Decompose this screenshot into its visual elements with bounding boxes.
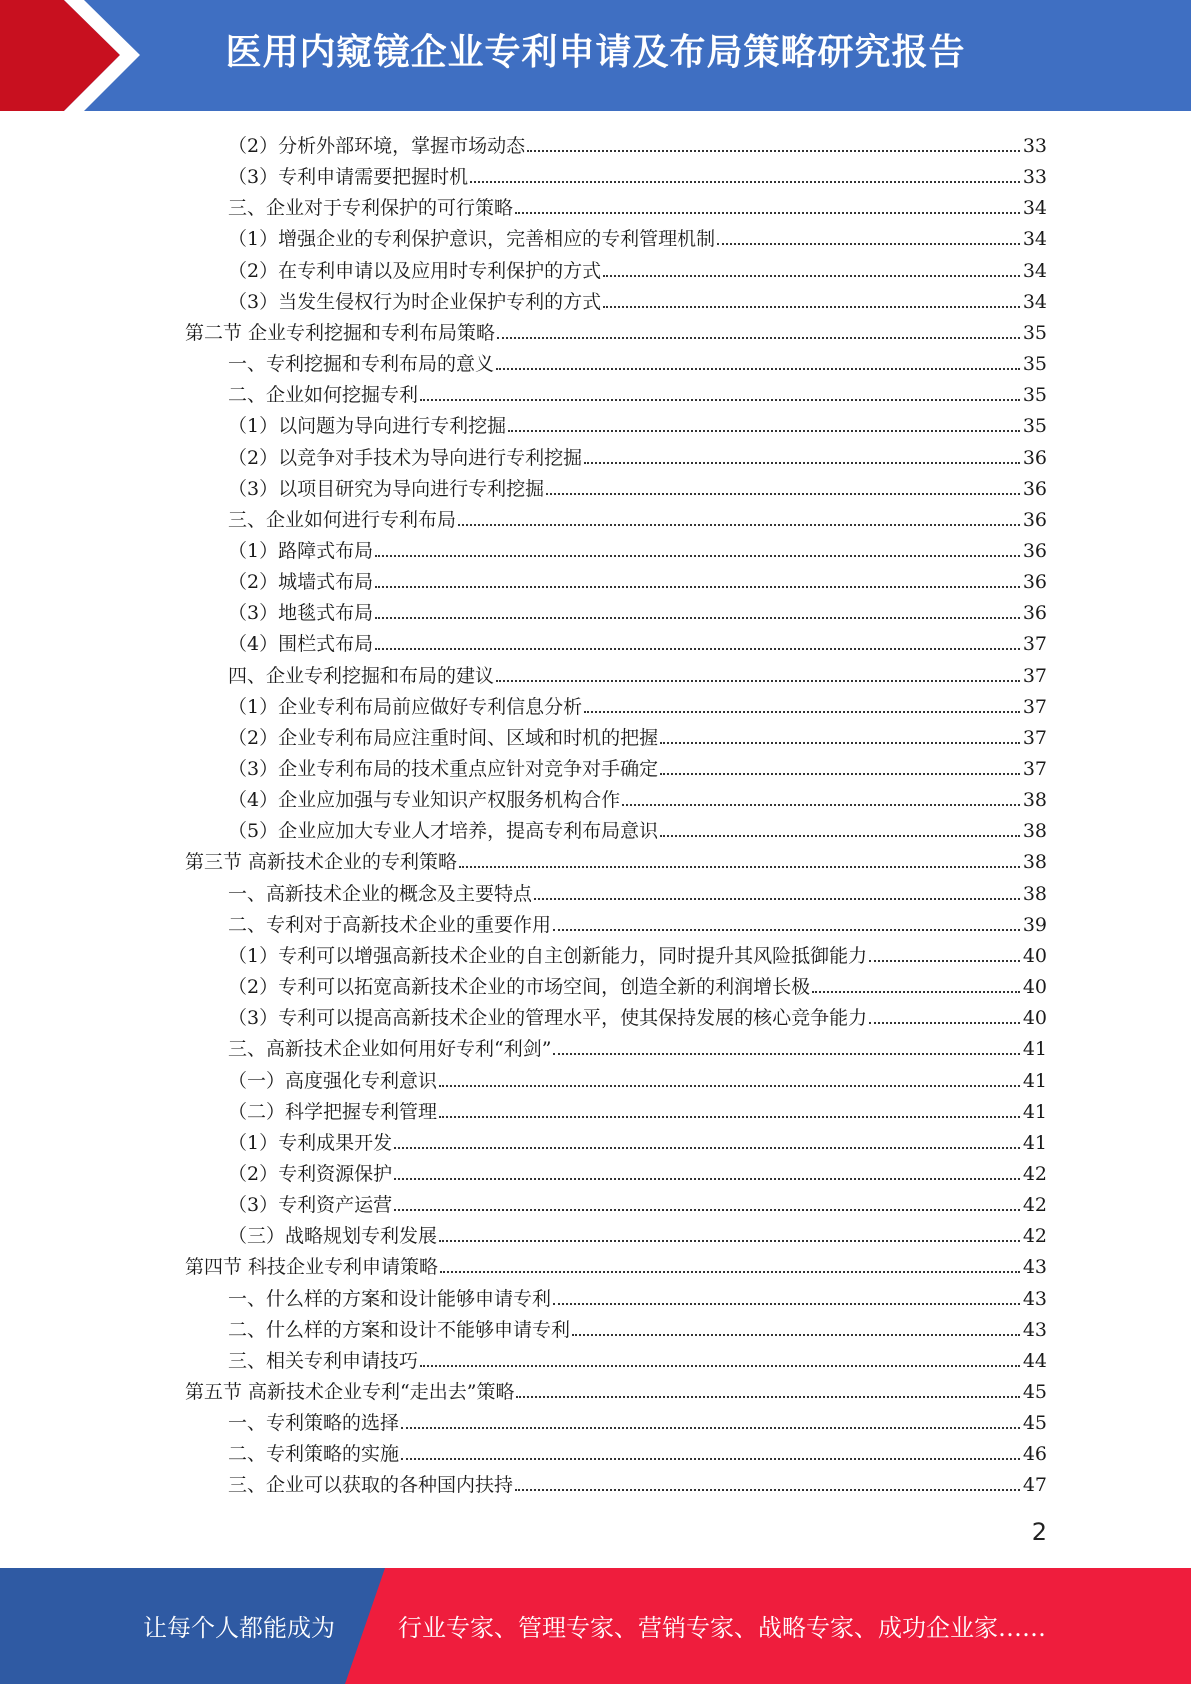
toc-entry[interactable] [228, 812, 1047, 843]
toc-entry[interactable] [228, 158, 1047, 189]
toc-entry[interactable] [185, 314, 1047, 345]
toc-entry-page: 35 [1022, 415, 1047, 437]
toc-leader-dots [553, 1303, 1020, 1305]
toc-entry[interactable] [228, 657, 1047, 688]
toc-entry-page: 38 [1022, 883, 1047, 905]
toc-leader-dots [375, 617, 1020, 619]
toc-entry-title: （3）企业专利布局的技术重点应针对竞争对手确定 [228, 758, 659, 780]
toc-entry-title: 一、专利策略的选择 [228, 1412, 400, 1434]
toc-entry-title: （2）分析外部环境，掌握市场动态 [228, 135, 526, 157]
toc-entry-page: 43 [1022, 1256, 1047, 1278]
toc-entry-page: 37 [1022, 665, 1047, 687]
toc-entry-page: 37 [1022, 633, 1047, 655]
toc-entry-page: 41 [1022, 1038, 1047, 1060]
toc-leader-dots [660, 742, 1020, 744]
toc-leader-dots [603, 306, 1020, 308]
toc-entry-page: 36 [1022, 447, 1047, 469]
toc-entry-page: 35 [1022, 353, 1047, 375]
toc-leader-dots [420, 1365, 1020, 1367]
toc-entry[interactable] [228, 376, 1047, 407]
toc-entry-page: 41 [1022, 1070, 1047, 1092]
toc-entry-page: 45 [1022, 1381, 1047, 1403]
toc-entry-title: （1）企业专利布局前应做好专利信息分析 [228, 696, 583, 718]
toc-entry[interactable] [228, 1311, 1047, 1342]
toc-entry-title: 第三节 高新技术企业的专利策略 [185, 851, 458, 873]
toc-entry-title: 一、什么样的方案和设计能够申请专利 [228, 1288, 552, 1310]
toc-entry-title: 第四节 科技企业专利申请策略 [185, 1256, 439, 1278]
toc-entry-page: 38 [1022, 820, 1047, 842]
toc-leader-dots [572, 1334, 1020, 1336]
toc-entry[interactable] [228, 532, 1047, 563]
toc-leader-dots [470, 181, 1020, 183]
toc-entry-page: 41 [1022, 1132, 1047, 1154]
header-red-chevron [0, 0, 160, 111]
toc-entry[interactable] [228, 1342, 1047, 1373]
toc-leader-dots [584, 711, 1020, 713]
toc-leader-dots [553, 1053, 1019, 1055]
toc-entry-page: 35 [1022, 384, 1047, 406]
toc-entry[interactable] [228, 1093, 1047, 1124]
toc-leader-dots [869, 1022, 1020, 1024]
toc-entry-page: 45 [1022, 1412, 1047, 1434]
toc-entry-title: （1）增强企业的专利保护意识，完善相应的专利管理机制 [228, 228, 716, 250]
toc-entry-page: 34 [1022, 291, 1047, 313]
toc-leader-dots [401, 1427, 1020, 1429]
toc-entry-title: 二、专利策略的实施 [228, 1443, 400, 1465]
toc-entry[interactable] [228, 875, 1047, 906]
toc-entry[interactable] [228, 1280, 1047, 1311]
toc-leader-dots [439, 1116, 1020, 1118]
toc-entry-page: 37 [1022, 696, 1047, 718]
toc-entry-page: 34 [1022, 228, 1047, 250]
toc-entry[interactable] [228, 968, 1047, 999]
toc-entry[interactable] [228, 1404, 1047, 1435]
toc-leader-dots [459, 866, 1020, 868]
toc-entry[interactable] [228, 688, 1047, 719]
toc-leader-dots [394, 1209, 1020, 1211]
toc-leader-dots [439, 1240, 1020, 1242]
toc-leader-dots [394, 1147, 1020, 1149]
toc-entry-page: 37 [1022, 758, 1047, 780]
toc-leader-dots [496, 368, 1020, 370]
toc-entry-page: 38 [1022, 851, 1047, 873]
toc-entry[interactable] [228, 563, 1047, 594]
toc-entry-page: 42 [1022, 1225, 1047, 1247]
toc-leader-dots [440, 1271, 1020, 1273]
toc-entry[interactable] [228, 1217, 1047, 1248]
toc-entry[interactable] [228, 470, 1047, 501]
toc-entry-page: 44 [1022, 1350, 1047, 1372]
toc-entry-title: （2）专利可以拓宽高新技术企业的市场空间，创造全新的利润增长极 [228, 976, 811, 998]
toc-entry[interactable] [228, 906, 1047, 937]
toc-entry-title: （1）专利可以增强高新技术企业的自主创新能力，同时提升其风险抵御能力 [228, 945, 868, 967]
document-title: 医用内窥镜企业专利申请及布局策略研究报告 [225, 32, 966, 73]
toc-entry-page: 38 [1022, 789, 1047, 811]
toc-entry-page: 34 [1022, 260, 1047, 282]
toc-entry-page: 40 [1022, 1007, 1047, 1029]
toc-entry-title: （3）专利资产运营 [228, 1194, 393, 1216]
page-number: 2 [1031, 1518, 1047, 1546]
toc-leader-dots [603, 275, 1020, 277]
toc-entry-title: 二、专利对于高新技术企业的重要作用 [228, 914, 552, 936]
toc-entry-page: 37 [1022, 727, 1047, 749]
toc-entry-page: 36 [1022, 509, 1047, 531]
toc-entry-page: 36 [1022, 540, 1047, 562]
toc-entry-page: 36 [1022, 602, 1047, 624]
toc-entry[interactable] [228, 1466, 1047, 1497]
toc-entry[interactable] [228, 999, 1047, 1030]
toc-entry[interactable] [228, 252, 1047, 283]
toc-entry-page: 42 [1022, 1163, 1047, 1185]
toc-leader-dots [546, 493, 1020, 495]
toc-leader-dots [375, 586, 1020, 588]
footer-slogan-left: 让每个人都能成为 [143, 1614, 335, 1642]
toc-entry-title: （1）专利成果开发 [228, 1132, 393, 1154]
toc-entry-title: （三）战略规划专利发展 [228, 1225, 438, 1247]
toc-entry[interactable] [185, 1373, 1047, 1404]
toc-leader-dots [394, 1178, 1020, 1180]
toc-entry-title: 一、专利挖掘和专利布局的意义 [228, 353, 495, 375]
toc-entry[interactable] [228, 189, 1047, 220]
toc-leader-dots [420, 399, 1020, 401]
toc-entry-title: （2）专利资源保护 [228, 1163, 393, 1185]
toc-entry-title: （2）企业专利布局应注重时间、区域和时机的把握 [228, 727, 659, 749]
toc-leader-dots [534, 898, 1020, 900]
toc-entry-title: （4）围栏式布局 [228, 633, 374, 655]
toc-entry-title: （二）科学把握专利管理 [228, 1101, 438, 1123]
toc-leader-dots [458, 524, 1020, 526]
toc-entry[interactable] [228, 750, 1047, 781]
toc-entry-page: 34 [1022, 197, 1047, 219]
toc-entry-title: （2）以竞争对手技术为导向进行专利挖掘 [228, 447, 583, 469]
toc-entry-page: 33 [1022, 135, 1047, 157]
toc-leader-dots [660, 773, 1020, 775]
toc-leader-dots [622, 804, 1020, 806]
toc-entry[interactable] [228, 1124, 1047, 1155]
toc-leader-dots [508, 430, 1020, 432]
toc-entry[interactable] [228, 501, 1047, 532]
toc-entry-title: 四、企业专利挖掘和布局的建议 [228, 665, 495, 687]
toc-leader-dots [584, 462, 1020, 464]
toc-leader-dots [717, 243, 1020, 245]
toc-entry[interactable] [228, 1435, 1047, 1466]
toc-entry[interactable] [228, 937, 1047, 968]
toc-entry-title: （3）以项目研究为导向进行专利挖掘 [228, 478, 545, 500]
toc-entry-page: 47 [1022, 1474, 1047, 1496]
toc-entry[interactable] [228, 781, 1047, 812]
toc-entry[interactable] [228, 625, 1047, 656]
toc-entry[interactable] [228, 127, 1047, 158]
toc-entry-page: 43 [1022, 1319, 1047, 1341]
toc-entry-page: 36 [1022, 478, 1047, 500]
toc-entry-title: （3）专利申请需要把握时机 [228, 166, 469, 188]
toc-entry-page: 40 [1022, 945, 1047, 967]
toc-entry[interactable] [228, 1155, 1047, 1186]
toc-entry[interactable] [228, 1030, 1047, 1061]
toc-leader-dots [869, 960, 1020, 962]
toc-entry-title: 三、企业如何进行专利布局 [228, 509, 457, 531]
toc-leader-dots [812, 991, 1020, 993]
toc-leader-dots [527, 150, 1020, 152]
toc-entry-title: 三、相关专利申请技巧 [228, 1350, 419, 1372]
toc-entry-title: （1）路障式布局 [228, 540, 374, 562]
toc-leader-dots [401, 1458, 1020, 1460]
toc-leader-dots [515, 1489, 1020, 1491]
toc-entry-page: 35 [1022, 322, 1047, 344]
toc-entry-page: 43 [1022, 1288, 1047, 1310]
toc-entry-title: 一、高新技术企业的概念及主要特点 [228, 883, 533, 905]
toc-entry-title: 第五节 高新技术企业专利“走出去”策略 [185, 1381, 515, 1403]
toc-entry-title: （3）地毯式布局 [228, 602, 374, 624]
toc-entry-title: 第二节 企业专利挖掘和专利布局策略 [185, 322, 496, 344]
toc-entry-page: 46 [1022, 1443, 1047, 1465]
toc-leader-dots [439, 1085, 1020, 1087]
toc-entry-page: 36 [1022, 571, 1047, 593]
toc-entry[interactable] [228, 1062, 1047, 1093]
toc-entry-page: 40 [1022, 976, 1047, 998]
page-header [0, 0, 1191, 111]
footer-slogan-right: 行业专家、管理专家、营销专家、战略专家、成功企业家…… [398, 1614, 1046, 1642]
toc-entry-page: 42 [1022, 1194, 1047, 1216]
toc-entry-title: 三、高新技术企业如何用好专利“利剑” [228, 1038, 552, 1060]
toc-entry-page: 39 [1022, 914, 1047, 936]
toc-entry-title: 二、什么样的方案和设计不能够申请专利 [228, 1319, 571, 1341]
toc-leader-dots [553, 929, 1020, 931]
page-footer [0, 1568, 1191, 1684]
toc-leader-dots [660, 835, 1020, 837]
toc-entry-title: （3）当发生侵权行为时企业保护专利的方式 [228, 291, 602, 313]
toc-entry-title: 二、企业如何挖掘专利 [228, 384, 419, 406]
toc-entry[interactable] [185, 843, 1047, 874]
toc-entry[interactable] [228, 407, 1047, 438]
toc-entry[interactable] [228, 594, 1047, 625]
toc-entry[interactable] [228, 439, 1047, 470]
toc-entry-page: 33 [1022, 166, 1047, 188]
toc-entry[interactable] [185, 1248, 1047, 1279]
toc-entry-title: （1）以问题为导向进行专利挖掘 [228, 415, 507, 437]
toc-entry-title: （2）在专利申请以及应用时专利保护的方式 [228, 260, 602, 282]
toc-leader-dots [496, 680, 1020, 682]
toc-leader-dots [516, 1396, 1019, 1398]
toc-entry-title: 三、企业可以获取的各种国内扶持 [228, 1474, 514, 1496]
toc-entry[interactable] [228, 283, 1047, 314]
toc-leader-dots [375, 648, 1020, 650]
toc-leader-dots [375, 555, 1020, 557]
toc-entry-page: 41 [1022, 1101, 1047, 1123]
toc-entry[interactable] [228, 345, 1047, 376]
toc-entry-title: （2）城墙式布局 [228, 571, 374, 593]
toc-leader-dots [497, 337, 1020, 339]
toc-leader-dots [515, 212, 1020, 214]
toc-entry-title: （3）专利可以提高高新技术企业的管理水平，使其保持发展的核心竞争能力 [228, 1007, 868, 1029]
toc-entry[interactable] [228, 1186, 1047, 1217]
toc-entry[interactable] [228, 719, 1047, 750]
toc-entry[interactable] [228, 220, 1047, 251]
toc-entry-title: （5）企业应加大专业人才培养，提高专利布局意识 [228, 820, 659, 842]
toc-entry-title: 三、企业对于专利保护的可行策略 [228, 197, 514, 219]
toc-entry-title: （一）高度强化专利意识 [228, 1070, 438, 1092]
toc-entry-title: （4）企业应加强与专业知识产权服务机构合作 [228, 789, 621, 811]
